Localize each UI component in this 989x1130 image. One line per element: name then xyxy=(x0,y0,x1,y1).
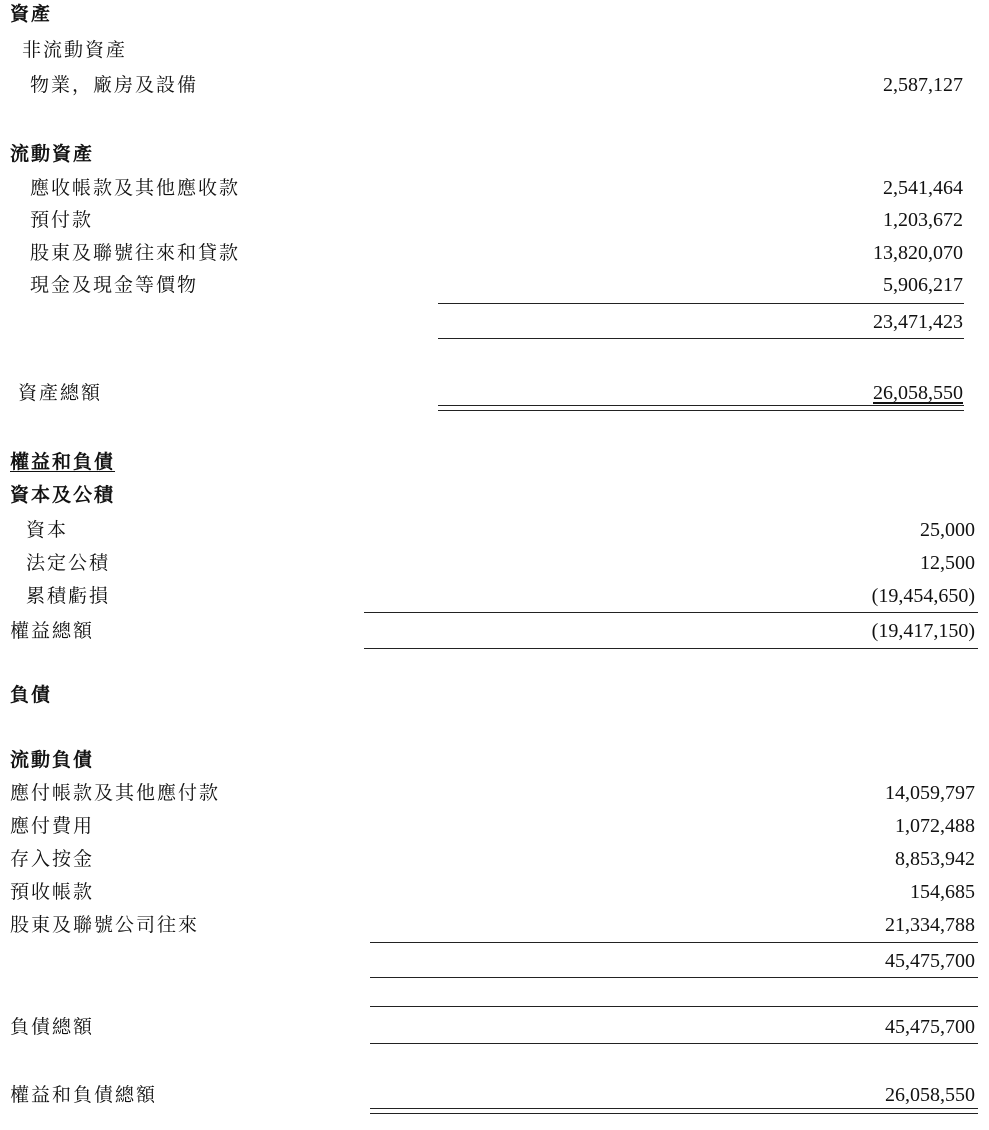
equity-item-label: 累積虧損 xyxy=(26,585,111,607)
current-liability-value: 14,059,797 xyxy=(885,782,975,804)
current-asset-value: 2,541,464 xyxy=(883,177,963,199)
current-liability-value: 1,072,488 xyxy=(895,815,975,837)
total-liabilities-value: 45,475,700 xyxy=(885,1016,975,1038)
equity-liabilities-heading: 權益和負債 xyxy=(10,451,116,473)
total-equity-value: (19,417,150) xyxy=(871,620,975,642)
current-liabilities-subtotal: 45,475,700 xyxy=(885,950,975,972)
current-assets-heading: 流動資產 xyxy=(10,143,95,165)
current-liability-label: 應付帳款及其他應付款 xyxy=(10,782,221,804)
grand-total-value: 26,058,550 xyxy=(885,1084,975,1106)
rule xyxy=(364,612,978,613)
ppe-label: 物業，廠房及設備 xyxy=(30,74,199,96)
current-asset-label: 現金及現金等價物 xyxy=(30,274,199,296)
equity-item-label: 資本 xyxy=(26,519,69,541)
rule xyxy=(370,1043,978,1044)
double-rule xyxy=(370,1108,978,1114)
current-asset-label: 預付款 xyxy=(30,209,94,231)
equity-item-value: 25,000 xyxy=(920,519,975,541)
liabilities-heading: 負債 xyxy=(10,684,53,706)
current-liabilities-heading: 流動負債 xyxy=(10,749,95,771)
equity-item-value: (19,454,650) xyxy=(871,585,975,607)
current-liability-value: 8,853,942 xyxy=(895,848,975,870)
current-asset-value: 5,906,217 xyxy=(883,274,963,296)
rule xyxy=(370,1006,978,1007)
current-asset-value: 1,203,672 xyxy=(883,209,963,231)
equity-item-value: 12,500 xyxy=(920,552,975,574)
current-liability-label: 存入按金 xyxy=(10,848,95,870)
rule xyxy=(370,942,978,943)
current-liability-value: 21,334,788 xyxy=(885,914,975,936)
total-equity-label: 權益總額 xyxy=(10,620,95,642)
ppe-value: 2,587,127 xyxy=(883,74,963,96)
current-liability-label: 股東及聯號公司往來 xyxy=(10,914,200,936)
current-asset-value: 13,820,070 xyxy=(873,242,963,264)
rule xyxy=(438,338,964,339)
current-liability-label: 應付費用 xyxy=(10,815,95,837)
non-current-assets-heading: 非流動資產 xyxy=(22,39,128,61)
total-assets-value: 26,058,550 xyxy=(873,382,963,404)
capital-reserves-heading: 資本及公積 xyxy=(10,484,116,506)
equity-item-label: 法定公積 xyxy=(26,552,111,574)
grand-total-label: 權益和負債總額 xyxy=(10,1084,158,1106)
rule xyxy=(364,648,978,649)
double-rule xyxy=(438,405,964,411)
total-liabilities-label: 負債總額 xyxy=(10,1016,95,1038)
assets-heading: 資產 xyxy=(10,3,53,25)
total-assets-label: 資產總額 xyxy=(18,382,103,404)
current-liability-label: 預收帳款 xyxy=(10,881,95,903)
current-asset-label: 應收帳款及其他應收款 xyxy=(30,177,241,199)
rule xyxy=(370,977,978,978)
current-liability-value: 154,685 xyxy=(910,881,975,903)
current-assets-subtotal: 23,471,423 xyxy=(873,311,963,333)
rule xyxy=(438,303,964,304)
current-asset-label: 股東及聯號往來和貸款 xyxy=(30,242,241,264)
